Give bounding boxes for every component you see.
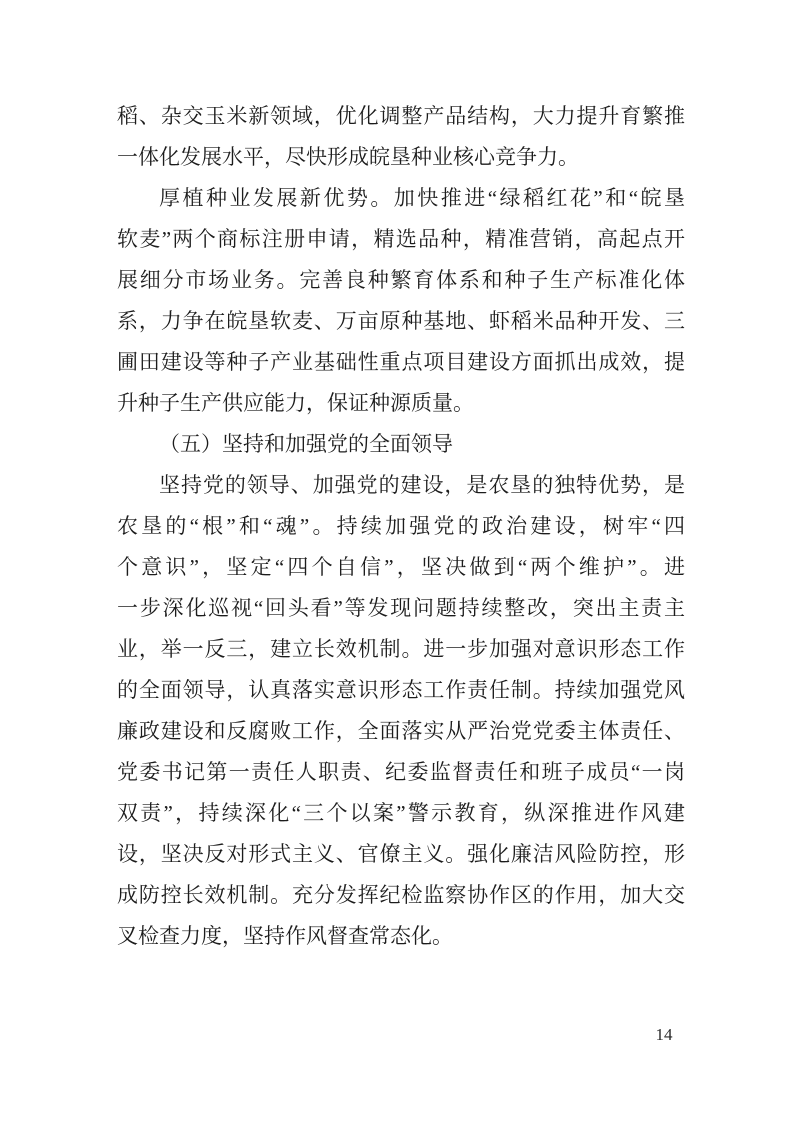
text-line: 党委书记第一责任人职责、纪委监督责任和班子成员“一岗 [117, 760, 685, 784]
text-line: 一步深化巡视“回头看”等发现问题持续整改，突出主责主 [117, 596, 685, 620]
page-number: 14 [655, 1025, 673, 1044]
text-line: 农垦的“根”和“魂”。持续加强党的政治建设，树牢“四 [117, 514, 685, 538]
text-line: 圃田建设等种子产业基础性重点项目建设方面抓出成效，提 [117, 350, 685, 374]
text-line: 廉政建设和反腐败工作，全面落实从严治党党委主体责任、 [117, 719, 685, 743]
text-line: 系，力争在皖垦软麦、万亩原种基地、虾稻米品种开发、三 [117, 309, 685, 333]
text-line: 升种子生产供应能力，保证种源质量。 [117, 391, 474, 415]
text-line: 业，举一反三，建立长效机制。进一步加强对意识形态工作 [117, 637, 685, 661]
text-line: （五）坚持和加强党的全面领导 [159, 432, 453, 456]
text-line: 成防控长效机制。充分发挥纪检监察协作区的作用，加大交 [117, 883, 685, 907]
text-line: 个意识”，坚定“四个自信”，坚决做到“两个维护”。进 [117, 555, 685, 579]
text-line: 的全面领导，认真落实意识形态工作责任制。持续加强党风 [117, 678, 685, 702]
paragraph-seed-industry-advantages [117, 178, 685, 424]
text-line: 设，坚决反对形式主义、官僚主义。强化廉洁风险防控，形 [117, 842, 685, 866]
paragraph-seed-industry-continued [117, 96, 685, 178]
document-body [117, 96, 685, 957]
text-line: 稻、杂交玉米新领域，优化调整产品结构，大力提升育繁推 [117, 104, 685, 128]
text-line: 一体化发展水平，尽快形成皖垦种业核心竞争力。 [117, 145, 579, 169]
text-line: 双责”，持续深化“三个以案”警示教育，纵深推进作风建 [117, 801, 685, 825]
text-line: 坚持党的领导、加强党的建设，是农垦的独特优势，是 [159, 473, 685, 497]
text-line: 软麦”两个商标注册申请，精选品种，精准营销，高起点开 [117, 227, 685, 251]
text-line: 厚植种业发展新优势。加快推进“绿稻红花”和“皖垦 [159, 186, 685, 210]
text-line: 叉检查力度，坚持作风督查常态化。 [117, 924, 453, 948]
paragraph-party-leadership [117, 465, 685, 957]
text-line: 展细分市场业务。完善良种繁育体系和种子生产标准化体 [117, 268, 685, 292]
section-heading-five [117, 424, 685, 465]
